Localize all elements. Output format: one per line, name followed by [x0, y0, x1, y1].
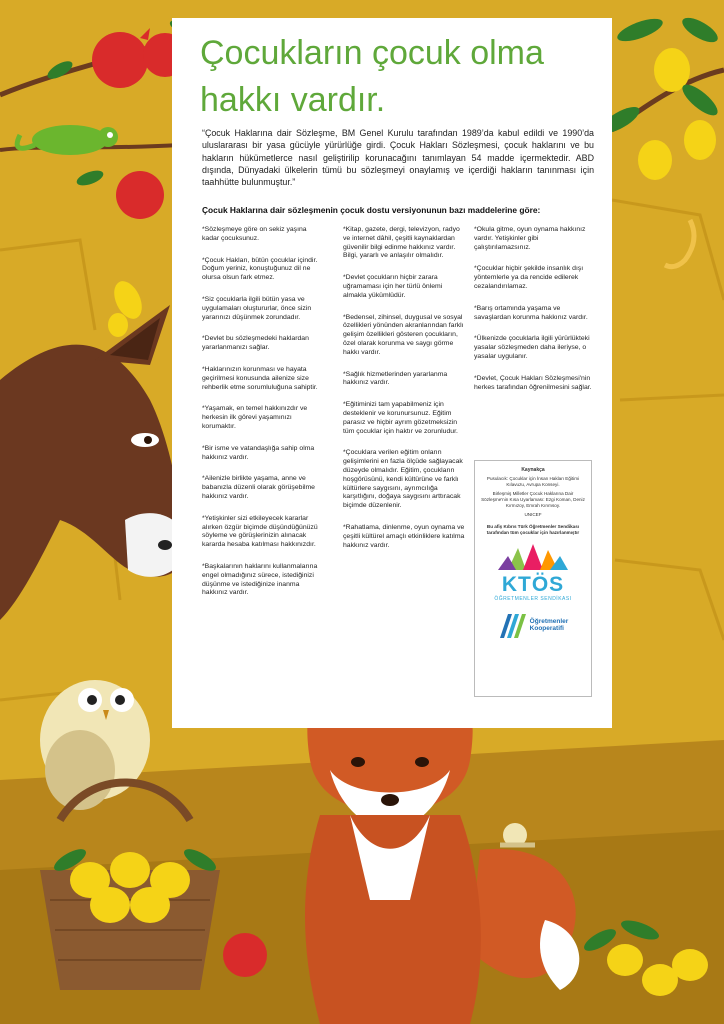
article-item: *Yaşamak, en temel hakkınızdır ve herkesin ilk görevi yaşamınızı korumaktır. — [202, 405, 308, 430]
pomegranate-icon — [116, 171, 164, 219]
article-item: *Siz çocuklarla ilgili bütün yasa ve uygulamaları oluştururlar, önce sizin yararınızı düşünmek zorundadır. — [202, 295, 312, 321]
poster-title: Çocukların çocuk olma hakkı vardır. — [200, 34, 544, 119]
article-item: *Devlet, Çocuk Hakları Sözleşmesi'nin herkes tarafından öğrenilmesini sağlar. — [474, 374, 592, 391]
ktos-logo-icon — [498, 540, 568, 574]
article-item: *Çocuklara verilen eğitim onların gelişimlerini en fazla ölçüde sağlayacak düzeyde olmalıdır. Eğitim, çocukların hoşgörüsünü, kendi kültürüne ve farklı kültürlere saygısını, ayrımcılığa karşıtlığını, doğaya saygısını arttıracak biçimde düzenlenir. — [343, 449, 463, 510]
article-item: *Yetişkinler sizi etkileyecek kararlar alırken özgür biçimde düşündüğünüzü söyleme ve görüşlerinizin alınacak kararda hesaba katılması hakkınızdır. — [202, 514, 318, 549]
article-item: *Sözleşmeye göre on sekiz yaşına kadar çocuksunuz. — [202, 226, 307, 242]
source-reference: Pusulacık: Çocuklar için İnsan Hakları Eğitimi Kılavuzu, Avrupa Konseyi. — [486, 476, 580, 487]
article-item: *Kitap, gazete, dergi, televizyon, radyo ve internet dâhil, çeşitli kaynaklardan güvenilir bilgi edinme hakkınız vardır. Bilgi, yararlı ve anlaşılır olmalıdır. — [343, 226, 460, 260]
ktos-name: KTÖS — [501, 573, 565, 596]
gecko-icon — [665, 220, 694, 267]
article-item: *Rahatlama, dinlenme, oyun oynama ve çeşitli kültürel amaçlı etkinliklere katılma hakkınız vardır. — [343, 523, 465, 549]
intro-paragraph: “Çocuk Haklarına dair Sözleşme, BM Genel Kurulu tarafından 1989’da kabul edildi ve 1990’da uluslararası bir yasa gücüyle yürürlüğe girdi. Çocuk Hakları Sözleşmesi, çocuk haklarını ve bu hakların hükümetlerce nasıl geliştirilip korunacağını tanımlayan 54 madde içermektedir. ABD dışında, Dünyadaki ülkelerin tümü bu sözleşmeyi onaylamış ve içerdiği hakların tanınması için taahhütte bulunmuştur.” — [202, 128, 594, 188]
source-reference: UNICEF — [524, 512, 542, 517]
sources-box — [474, 460, 592, 697]
article-item: *Bir isme ve vatandaşlığa sahip olma hakkınız vardır. — [202, 444, 315, 461]
article-item: *Haklarınızın korunması ve hayata geçirilmesi konusunda ailenize size rehberlik etme sorumluluğuna sahiptir. — [202, 365, 318, 391]
source-reference: Birleşmiş Milletler Çocuk Haklarına Dair Sözleşme'nin Kısa Uyarlaması: Ezgi Koman, Deniz Kırmızoy, Emrah Kırımsoy. — [481, 491, 585, 508]
articles-column-1 — [202, 226, 324, 611]
article-item: *Çocuk Hakları, bütün çocuklar içindir. Doğum yeriniz, konuştuğunuz dil ne olursa olsun fark etmez. — [202, 256, 318, 282]
article-item: *Eğitiminizi tam yapabilmeniz için desteklenir ve korunursunuz. Eğitim parasız ve hiçbir ayrım gözetmeksizin tüm çocuklar için haktır ve zorunludur. — [343, 401, 458, 435]
article-item: *Başkalarının haklarını kullanmalarına engel olmadığınız sürece, istediğinizi düşünme ve istediğinize inanma hakkınız vardır. — [202, 562, 318, 597]
article-item: *Barış ortamında yaşama ve savaşlardan korunma hakkınız vardır. — [474, 304, 588, 321]
sources-heading: Kaynakça — [521, 467, 545, 473]
article-item: *Çocuklar hiçbir şekilde insanlık dışı yöntemlerle ya da rencide edilerek cezalandırılamaz. — [474, 265, 584, 290]
donkey-illustration — [0, 305, 186, 620]
article-item: *Bedensel, zihinsel, duygusal ve sosyal özellikleri yönünden akranlarından farklı gelişim özellikleri gösteren çocukların, özel olarak korunma ve saygı görme hakkı vardır. — [343, 313, 464, 356]
cooperative-name-line1: Öğretmenler — [529, 618, 569, 625]
poster-credit: Bu afiş Kıbrıs Türk Öğretmenler Sendikası tarafından tüm çocuklar için hazırlanmıştır — [486, 524, 580, 535]
cooperative-logo — [475, 610, 591, 640]
ktos-subtitle: ÖĞRETMENLER SENDİKASI — [494, 596, 572, 602]
article-item: *Ailenizle birlikte yaşama, anne ve babanızla düzenli olarak görüşebilme hakkınız vardır. — [202, 475, 315, 500]
chameleon-icon — [17, 125, 118, 155]
article-item: *Devlet bu sözleşmedeki haklardan yararlanmanızı sağlar. — [202, 335, 309, 352]
pomegranate-icon — [223, 933, 267, 977]
cooperative-logo-icon — [498, 610, 528, 640]
article-item: *Okula gitme, oyun oynama hakkınız vardır. Yetişkinler gibi çalıştırılamazsınız. — [474, 226, 586, 251]
lemon-icon — [638, 48, 716, 180]
article-item: *Sağlık hizmetlerinden yararlanma hakkınız vardır. — [343, 370, 448, 387]
article-item: *Ülkenizde çocuklarla ilgili yürürlükteki yasalar sözleşmeden daha ileriyse, o yasalar uygulanır. — [474, 335, 590, 360]
articles-subheading: Çocuk Haklarına dair sözleşmenin çocuk dostu versiyonunun bazı maddelerine göre: — [202, 205, 541, 215]
articles-column-2 — [343, 226, 465, 563]
article-item: *Devlet çocukların hiçbir zarara uğramaması için her türlü önlemi almakla yükümlüdür. — [343, 274, 443, 299]
articles-column-3 — [474, 226, 596, 405]
cooperative-name-line2: Kooperatifi — [529, 625, 564, 632]
